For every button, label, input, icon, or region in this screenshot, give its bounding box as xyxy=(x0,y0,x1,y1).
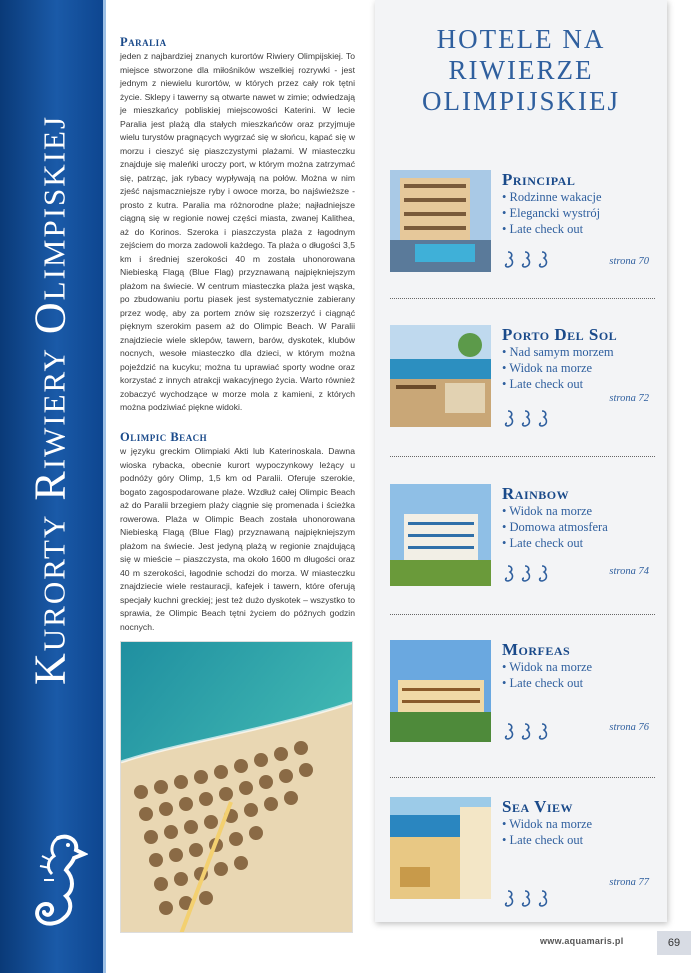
seahorse-rating xyxy=(502,409,549,429)
feature-item: • Rodzinne wakacje xyxy=(502,189,602,205)
seahorse-rating-icon xyxy=(536,409,549,429)
seahorse-rating-icon xyxy=(519,564,532,584)
seahorse-rating-icon xyxy=(502,889,515,909)
paralia-section xyxy=(120,35,355,415)
seahorse-rating-icon xyxy=(536,722,549,742)
seahorse-rating-icon xyxy=(502,722,515,742)
seahorse-logo-icon xyxy=(28,830,88,940)
hotel-features xyxy=(502,503,608,551)
hotel-features xyxy=(502,189,602,237)
feature-item: • Late check out xyxy=(502,675,592,691)
olimpic-text: w języku greckim Olimpiaki Akti lub Katerinoskala. Dawna wioska rybacka, obecnie kurort wypoczynkowy leżący u podnóży góry Olimp, 1,5 km od Paralii. Oferuje szerokie, bogato zagospodarowane plaże. Wzdłuż całej Olimpic Beach aż do Paralii brzegiem plaży ciągnie się promenada i ścieżka rowerowa. Plaża w Olimpic Beach została uhonorowana Niebieską Flagą (Blue Flag) przyznawaną najpiękniejszym plażom na świecie. Jest jedyną plażą w regionie znajdującą się w mieście – piaszczysta, ma około 1600 m długości oraz 40 m szerokości, łagodnie schodzi do morza. W miasteczku znajdziecie wiele restauracji, kafejek i tawern, które oferują specjały kuchni greckiej; jest też dużo dyskotek – wszystko to sprawia, że Olimpic Beach tętni życiem do późnych godzin nocnych. xyxy=(120,446,355,632)
seahorse-rating xyxy=(502,722,549,742)
olimpic-heading: Olimpic Beach xyxy=(120,430,208,444)
divider xyxy=(390,456,655,457)
feature-item: • Late check out xyxy=(502,221,602,237)
side-title: Kurorty Riwiery Olimpiskiej xyxy=(25,114,75,686)
seahorse-rating-icon xyxy=(519,409,532,429)
divider xyxy=(390,298,655,299)
seahorse-rating-icon xyxy=(536,250,549,270)
beach-aerial-photo xyxy=(120,641,353,933)
website-link[interactable]: www.aquamaris.pl xyxy=(540,936,624,946)
page-reference: strona 76 xyxy=(609,722,649,733)
hotel-card-porto-del-sol[interactable] xyxy=(390,325,655,435)
hotel-name: Porto Del Sol xyxy=(502,325,618,344)
hotel-card-morfeas[interactable] xyxy=(390,640,655,750)
seahorse-rating xyxy=(502,889,549,909)
side-band xyxy=(0,0,103,973)
hotel-card-principal[interactable] xyxy=(390,170,655,280)
feature-item: • Elegancki wystrój xyxy=(502,205,602,221)
seahorse-rating xyxy=(502,250,549,270)
panel-title: HOTELE NA RIWIERZE OLIMPIJSKIEJ xyxy=(421,24,620,116)
feature-item: • Late check out xyxy=(502,832,592,848)
seahorse-rating-icon xyxy=(519,250,532,270)
feature-item: • Nad samym morzem xyxy=(502,344,614,360)
page-reference: strona 70 xyxy=(609,256,649,267)
feature-item: • Widok na morze xyxy=(502,659,592,675)
hotel-name: Sea View xyxy=(502,797,574,816)
page-reference: strona 77 xyxy=(609,877,649,888)
hotel-card-rainbow[interactable] xyxy=(390,484,655,594)
paralia-heading: Paralia xyxy=(120,35,167,49)
seahorse-rating-icon xyxy=(519,889,532,909)
olimpic-section xyxy=(120,430,355,634)
seahorse-rating-icon xyxy=(502,564,515,584)
hotel-name: Principal xyxy=(502,170,576,189)
hotel-name: Rainbow xyxy=(502,484,570,503)
feature-item: • Widok na morze xyxy=(502,360,614,376)
seahorse-rating-icon xyxy=(502,250,515,270)
hotel-photo xyxy=(390,797,491,899)
hotel-photo xyxy=(390,325,491,427)
divider xyxy=(390,614,655,615)
divider xyxy=(390,777,655,778)
feature-item: • Domowa atmosfera xyxy=(502,519,608,535)
hotel-features xyxy=(502,344,614,392)
paralia-text: jeden z najbardziej znanych kurortów Riwiery Olimpijskiej. To miejsce stworzone dla miłośników wszelkiej rozrywki - jest jednym z niewielu kurortów, w których przez cały rok tętni życie. Sklepy i tawerny są otwarte nawet w zimie; odwiedzają je mieszkańcy pobliskiej miejscowości Katerini. W lecie Paralia jest plażą dla stałych mieszkańców oraz przyjmuje wielu turystów pragnących wygrzać się w słońcu, kąpać się w morzu i cieszyć się piaszczystymi plażami. W miasteczku znajduje się maleńki uroczy port, w którym można zatrzymać się, patrząc, jak rybacy wypływają na połów. Można w nim zjeść najsmaczniejsze ryby i owoce morza, bo najświeższe - prosto z kutra. Paralia ma różnorodne plaże; najładniejsze ciągną się w regionie nowej części miasta, zwanej Kalithea, aż do Korinos. Szeroka i piaszczysta plaża z łagodnym zejściem do morza zadowoli każdego. Ta plaża o długości 3,5 km i średniej szerokości 40 m została uhonorowana Niebieską Flagą (Blue Flag) przyznawaną najpiękniejszym plażom na świecie. W centrum miasteczka plaża jest wąska, po zbudowaniu portu piasek jest systematycznie zabierany przez wodę, aby za portem znów się rozszerzyć i ciągnąć pięknym szerokim pasem aż do Olimpic Beach. W Paralii znajdziecie wiele sklepów, tawern, barów, dyskotek, klubów nocnych, wesołe miasteczko dla dzieci, w którym można pojeździć na kucyku; można tu uprawiać sporty wodne oraz korzystać z innych atrakcji wakacyjnego życia. Warto również zobaczyć wychodzące w morze mola z kamieni, z których można podziwiać piękne widoki. xyxy=(120,51,355,412)
hotel-name: Morfeas xyxy=(502,640,571,659)
hotel-features xyxy=(502,816,592,848)
seahorse-rating-icon xyxy=(519,722,532,742)
hotels-panel xyxy=(375,0,667,922)
feature-item: • Late check out xyxy=(502,535,608,551)
hotel-card-sea-view[interactable] xyxy=(390,797,655,907)
hotel-photo xyxy=(390,170,491,272)
feature-item: • Widok na morze xyxy=(502,503,608,519)
seahorse-rating-icon xyxy=(536,889,549,909)
seahorse-rating-icon xyxy=(502,409,515,429)
seahorse-rating xyxy=(502,564,549,584)
feature-item: • Late check out xyxy=(502,376,614,392)
page-reference: strona 74 xyxy=(609,566,649,577)
seahorse-rating-icon xyxy=(536,564,549,584)
hotel-features xyxy=(502,659,592,691)
feature-item: • Widok na morze xyxy=(502,816,592,832)
hotel-photo xyxy=(390,640,491,742)
page-number: 69 xyxy=(657,931,691,955)
hotel-photo xyxy=(390,484,491,586)
page-reference: strona 72 xyxy=(609,393,649,404)
